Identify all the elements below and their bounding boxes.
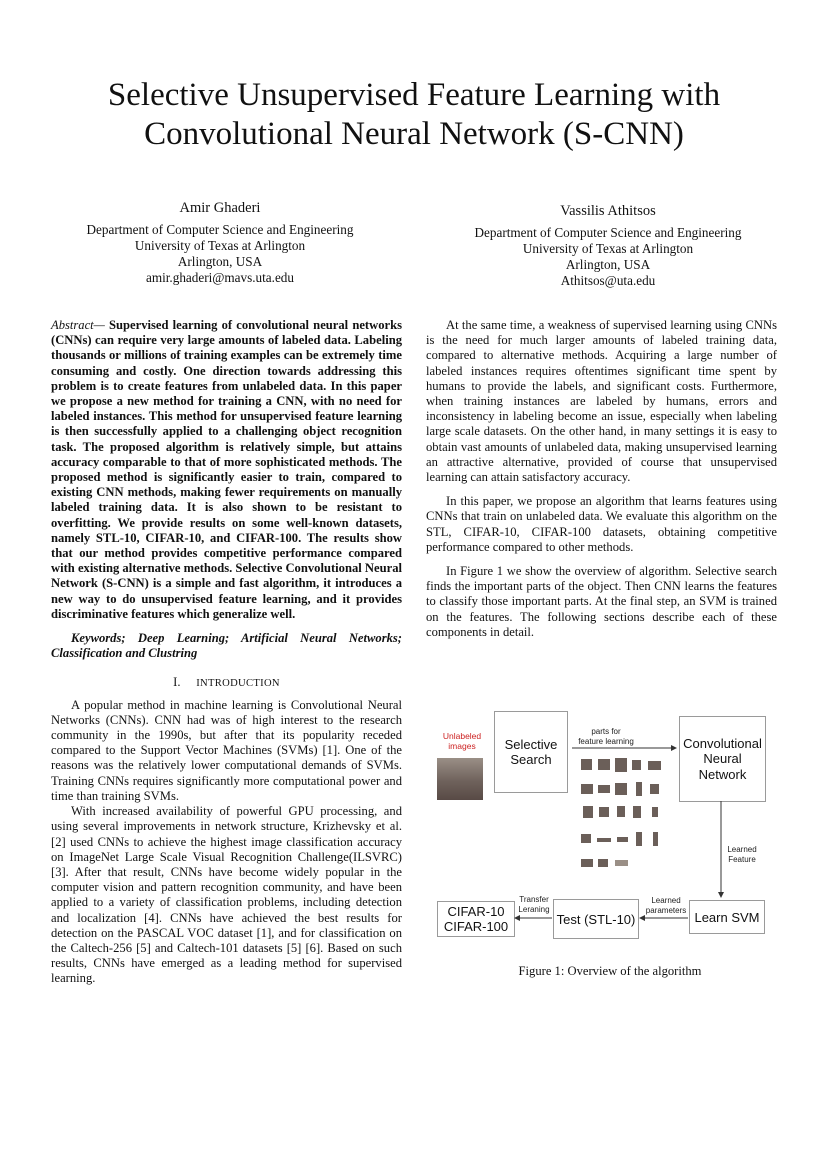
image-patch bbox=[598, 785, 610, 793]
transfer-line1: Transfer bbox=[519, 895, 549, 904]
author-department: Department of Computer Science and Engineering bbox=[86, 222, 354, 237]
image-patch bbox=[615, 758, 627, 772]
author-university: University of Texas at Arlington bbox=[522, 241, 694, 256]
transfer-learning-label bbox=[513, 895, 555, 914]
body-paragraph: A popular method in machine learning is Convolutional Neural Networks (CNNs). CNN had was of high interest to the research community in the 1990s, but after that its popularity receded compared to the Support Vector Machines (SVMs) [1]. One of the reasons was the relatively lower computational demands of SVMs. Training CNNs requires significantly more computational power and time than training SVMs. bbox=[51, 697, 402, 803]
image-patch bbox=[597, 838, 611, 842]
image-patch bbox=[633, 806, 641, 818]
image-patch bbox=[617, 837, 628, 842]
abstract-text: Supervised learning of convolutional neural networks (CNNs) can require very large amounts of labeled data. Labeling thousands or millions of training examples can be extremely time consuming and costly. One direction towards addressing this problem is to create features from unlabeled data. In this paper we propose a new method for training a CNN, with no need for labeled instances. This method for unsupervised feature learning is then successfully applied to a challenging object recognition task. The proposed algorithm is relatively simple, but attains accuracy comparable to that of more sophisticated methods. The proposed method is significantly easier to train, compared to existing CNN methods, making fewer requirements on manually labeled training data. It is also shown to be resistant to overfitting. We provide results on some well-known datasets, namely STL-10, CIFAR-10, and CIFAR-100. The results show that our method provides competitive performance compared with existing alternative methods. Selective Convolutional Neural Network (S-CNN) is a simple and fast algorithm, it introduces a new way to do unsupervised feature learning, and it provides discriminative features which generalize well. bbox=[51, 318, 402, 621]
parts-label bbox=[570, 727, 642, 746]
cnn-line3: Network bbox=[698, 766, 747, 782]
body-paragraph: At the same time, a weakness of supervised learning using CNNs is the need for much larger amounts of labeled training data, compared to alternative methods. Acquiring a large number of labeled instances requires oftentimes significant time spent by humans to provide the labels, and significant costs. Furthermore, when training instances are labeled by humans, errors and inconsistency in labeling become an issue, especially when labeling large scale datasets. On the other hand, in many settings it is easy to obtain vast amounts of unlabeled data, making unsupervised learning an attractive alternative, provided of course that unsupervised learning can attain satisfactory accuracy. bbox=[426, 318, 777, 485]
learn-svm-box bbox=[689, 900, 765, 934]
author-name: Amir Ghaderi bbox=[179, 200, 261, 216]
image-patch bbox=[581, 834, 591, 843]
test-box bbox=[553, 899, 639, 939]
paper-title bbox=[0, 76, 828, 154]
image-patch bbox=[615, 783, 627, 795]
author-block-1 bbox=[60, 200, 380, 286]
learned-params-line1: Learned bbox=[651, 896, 681, 905]
learn-svm-label: Learn SVM bbox=[694, 909, 760, 925]
image-patch bbox=[653, 832, 658, 846]
body-paragraph: With increased availability of powerful GPU processing, and using several improvements in network structure, Krizhevsky et al. [2] used CNNs to achieve the highest image classification accuracy on ImageNet Large Scale Visual Recognition Challenge(ILSVRC) [3]. After that result, CNNs have become widely popular in the computer vision and pattern recognition community, and have been applied to a variety of classification problems, including detection and localization [4]. CNNs have achieved the best results for detection on the PASCAL VOC dataset [1], and for classification on the Caltech-256 [5] and Caltech-101 datasets [5] [6]. Based on such results, CNNs have emerged as a leading method for supervised learning. bbox=[51, 804, 402, 986]
image-patch bbox=[581, 759, 592, 770]
parts-line2: feature learning bbox=[578, 736, 634, 746]
abstract bbox=[51, 318, 402, 622]
author-email: amir.ghaderi@mavs.uta.edu bbox=[145, 270, 294, 285]
test-label: Test (STL-10) bbox=[556, 911, 636, 927]
image-patch bbox=[636, 832, 642, 846]
unlabeled-line1: Unlabeled bbox=[442, 731, 482, 741]
selective-line2: Search bbox=[510, 752, 552, 767]
image-patch bbox=[636, 782, 642, 796]
author-university: University of Texas at Arlington bbox=[134, 238, 306, 253]
keywords: Keywords; Deep Learning; Artificial Neural Networks; Classification and Clustring bbox=[51, 631, 402, 661]
deer-image bbox=[437, 758, 483, 800]
cnn-box bbox=[679, 716, 766, 802]
cifar10-label: CIFAR-10 bbox=[447, 904, 505, 919]
image-patch bbox=[581, 859, 593, 867]
figure-caption: Figure 1: Overview of the algorithm bbox=[518, 964, 702, 978]
author-name: Vassilis Athitsos bbox=[560, 203, 656, 219]
unlabeled-images-label bbox=[432, 732, 492, 751]
image-patch bbox=[581, 784, 593, 794]
right-column bbox=[426, 318, 777, 640]
transfer-line2: Leraning bbox=[518, 904, 550, 914]
image-patch bbox=[598, 859, 608, 867]
section-title: INTRODUCTION bbox=[196, 678, 280, 690]
author-location: Arlington, USA bbox=[177, 254, 263, 269]
parts-line1: parts for bbox=[591, 727, 621, 736]
author-email: Athitsos@uta.edu bbox=[560, 273, 656, 288]
selective-search-box bbox=[494, 711, 568, 793]
author-department: Department of Computer Science and Engineering bbox=[474, 225, 742, 240]
section-heading-introduction bbox=[51, 675, 402, 691]
body-paragraph: In this paper, we propose an algorithm that learns features using CNNs that train on unlabeled data. We evaluate this algorithm on the STL, CIFAR-10, CIFAR-100 datasets, obtaining competitive performance compared to other methods. bbox=[426, 494, 777, 554]
body-paragraph: In Figure 1 we show the overview of algorithm. Selective search finds the important parts of the object. Then CNN learns the features to classify those important parts. At the final step, an SVM is trained on the features. The following sections describe each of these components in detail. bbox=[426, 564, 777, 639]
image-patch bbox=[617, 806, 625, 817]
image-patch bbox=[583, 806, 593, 818]
left-column bbox=[51, 318, 402, 987]
unlabeled-line2: images bbox=[448, 740, 476, 751]
cnn-line2: Neural bbox=[703, 751, 742, 767]
learned-feature-line2: Feature bbox=[728, 854, 756, 864]
image-patch bbox=[599, 807, 609, 817]
learned-parameters-label bbox=[640, 896, 692, 915]
image-patch bbox=[632, 760, 641, 770]
image-patch bbox=[648, 761, 661, 770]
image-patch bbox=[650, 784, 659, 794]
author-block-2 bbox=[448, 203, 768, 289]
abstract-lead: Abstract— bbox=[51, 318, 105, 332]
paper-title-line1: Selective Unsupervised Feature Learning with bbox=[107, 77, 721, 113]
image-patch bbox=[652, 807, 658, 817]
image-patch bbox=[598, 759, 610, 770]
learned-params-line2: parameters bbox=[645, 905, 687, 915]
cifar-box bbox=[437, 901, 515, 937]
paper-title-line2: Convolutional Neural Network (S-CNN) bbox=[144, 116, 684, 152]
cifar100-label: CIFAR-100 bbox=[443, 919, 509, 934]
selective-line1: Selective bbox=[504, 737, 558, 752]
author-location: Arlington, USA bbox=[565, 257, 651, 272]
learned-feature-line1: Learned bbox=[727, 845, 757, 854]
cnn-line1: Convolutional bbox=[683, 735, 762, 751]
learned-feature-label bbox=[722, 845, 762, 864]
section-numeral: I. bbox=[173, 675, 181, 690]
image-patch bbox=[615, 860, 628, 866]
